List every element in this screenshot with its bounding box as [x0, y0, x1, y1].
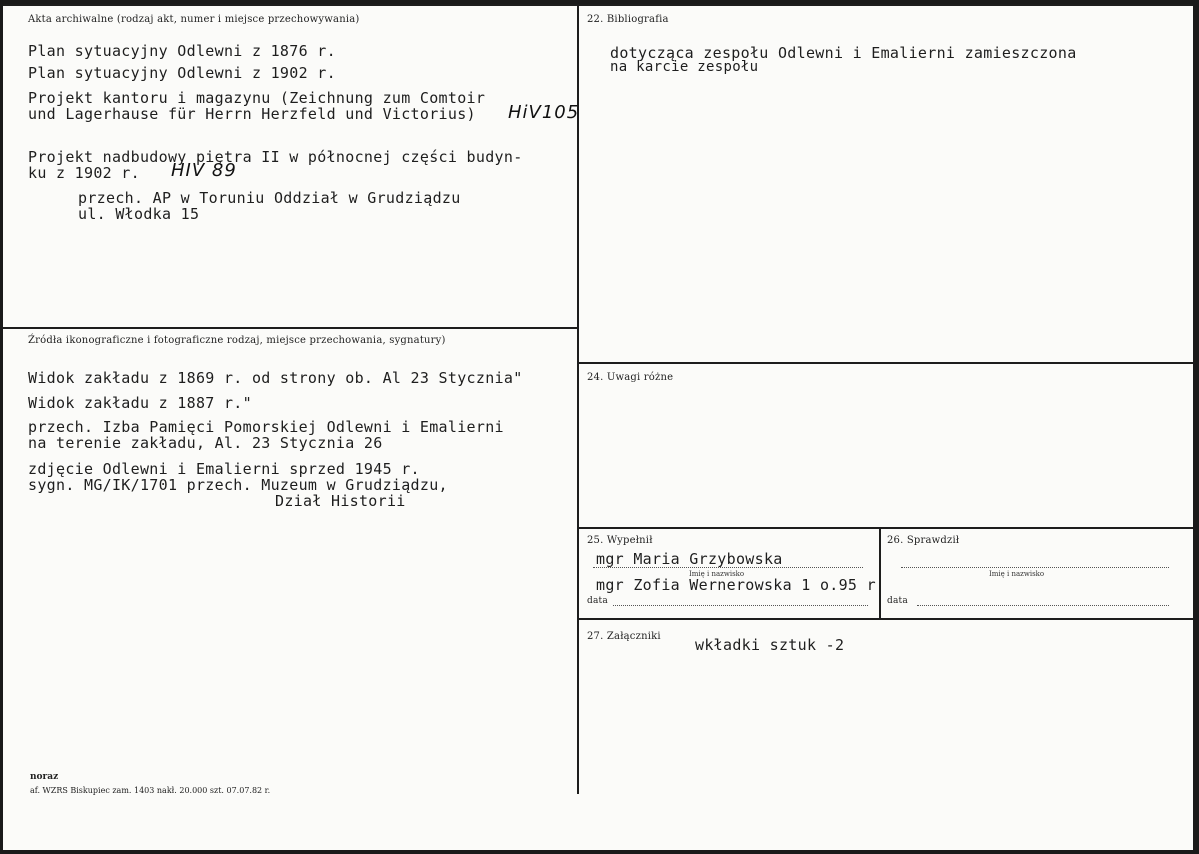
bibliography-line-1: dotycząca zespołu Odlewni i Emalierni zamieszczona: [610, 44, 1077, 62]
bibliography-section-label: 22. Bibliografia: [587, 14, 669, 25]
archival-line-7: przech. AP w Toruniu Oddział w Grudziądzu: [78, 189, 461, 207]
archival-line-4: und Lagerhause für Herrn Herzfeld und Victorius): [28, 105, 476, 123]
checked-name-dotted-line: [901, 567, 1169, 568]
archival-line-5: Projekt nadbudowy piętra II w północnej części budyn-: [28, 148, 523, 166]
top-border-line: [3, 4, 1193, 6]
footer-line-1: noraz: [30, 772, 59, 782]
iconographic-line-1: Widok zakładu z 1869 r. od strony ob. Al 23 Stycznia": [28, 369, 523, 387]
archival-line-3: Projekt kantoru i magazynu (Zeichnung zum Comtoir: [28, 89, 486, 107]
checked-date-label: data: [887, 596, 908, 606]
filled-name-1: mgr Maria Grzybowska: [596, 550, 783, 568]
notes-section-label: 24. Uwagi różne: [587, 372, 674, 383]
iconographic-line-4: na terenie zakładu, Al. 23 Stycznia 26: [28, 434, 383, 452]
checked-section-label: 26. Sprawdził: [887, 535, 960, 546]
archival-section-label: Akta archiwalne (rodzaj akt, numer i miejsce przechowywania): [28, 14, 360, 25]
archival-card: [3, 4, 1193, 850]
filled-name-2: mgr Zofia Wernerowska 1 o.95 r: [596, 576, 876, 594]
attachments-section-label: 27. Załączniki: [587, 631, 661, 642]
iconographic-line-7: Dział Historii: [275, 492, 406, 510]
left-section-divider: [3, 327, 578, 329]
attachments-value: wkładki sztuk -2: [695, 636, 845, 654]
filled-name-caption: Imię i nazwisko: [689, 570, 745, 578]
right-divider-notes: [579, 527, 1193, 529]
archival-line-8: ul. Włodka 15: [78, 205, 200, 223]
filled-date-label: data: [587, 596, 608, 606]
filled-name-dotted-line: [593, 567, 863, 568]
iconographic-line-2: Widok zakładu z 1887 r.": [28, 394, 252, 412]
iconographic-line-5: zdjęcie Odlewni i Emalierni sprzed 1945 r.: [28, 460, 420, 478]
handwritten-signature-1: HiV105: [508, 102, 580, 123]
filled-section-label: 25. Wypełnił: [587, 535, 653, 546]
iconographic-line-3: przech. Izba Pamięci Pomorskiej Odlewni i Emalierni: [28, 418, 504, 436]
right-divider-filled: [579, 618, 1193, 620]
archival-line-1: Plan sytuacyjny Odlewni z 1876 r.: [28, 42, 336, 60]
filled-date-dotted-line: [613, 605, 868, 606]
archival-line-6: ku z 1902 r.: [28, 164, 140, 182]
filled-checked-divider: [879, 528, 881, 619]
archival-line-2: Plan sytuacyjny Odlewni z 1902 r.: [28, 64, 336, 82]
checked-date-dotted-line: [917, 605, 1169, 606]
handwritten-signature-2: HIV 89: [171, 160, 237, 181]
right-divider-bibliography: [579, 362, 1193, 364]
bibliography-line-2: na karcie zespołu: [610, 59, 759, 75]
checked-name-caption: Imię i nazwisko: [989, 570, 1045, 578]
iconographic-line-6: sygn. MG/IK/1701 przech. Muzeum w Grudziądzu,: [28, 476, 448, 494]
iconographic-section-label: Źródła ikonograficzne i fotograficzne rodzaj, miejsce przechowania, sygnatury): [28, 335, 446, 346]
footer-print-info: af. WZRS Biskupiec zam. 1403 nakł. 20.000 szt. 07.07.82 r.: [30, 786, 271, 795]
